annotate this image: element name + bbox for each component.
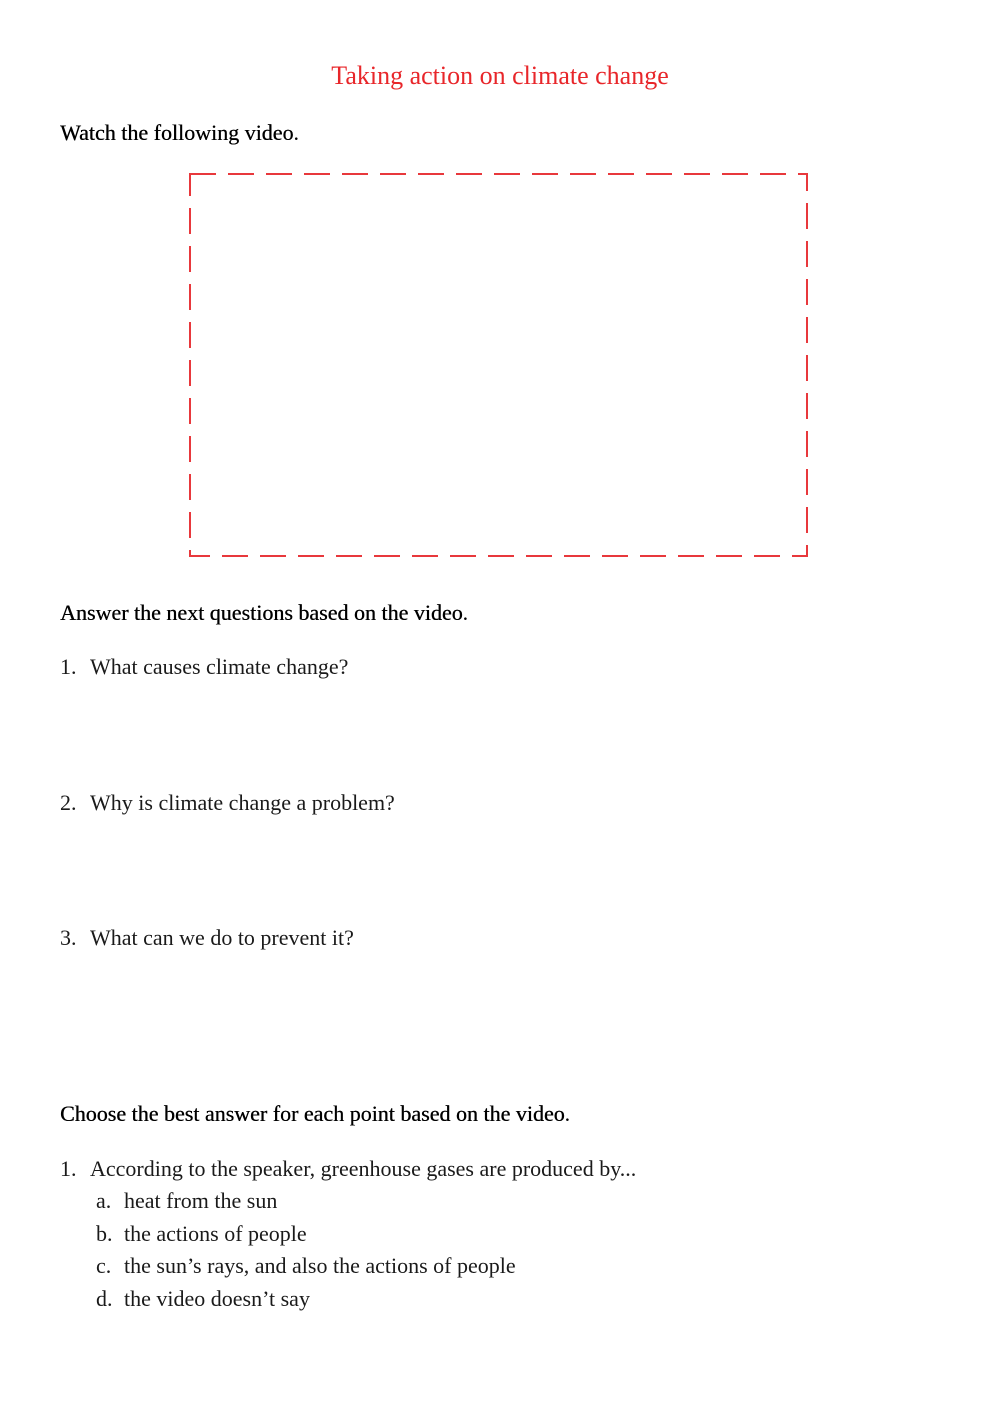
option-a[interactable] — [96, 1186, 516, 1219]
page-title: Taking action on climate change — [331, 61, 669, 90]
open-question-1 — [60, 652, 348, 682]
question-number: 1. — [60, 1156, 77, 1181]
multiple-choice-question-1 — [60, 1154, 636, 1184]
open-question-2 — [60, 788, 395, 818]
option-d[interactable] — [96, 1284, 516, 1317]
question-text: What causes climate change? — [90, 654, 349, 679]
option-b[interactable] — [96, 1219, 516, 1252]
option-text: the video doesn’t say — [124, 1286, 310, 1312]
question-text: What can we do to prevent it? — [90, 925, 354, 950]
option-letter: d. — [96, 1286, 113, 1312]
video-instruction — [60, 118, 299, 148]
option-c[interactable] — [96, 1251, 516, 1284]
open-question-3 — [60, 923, 354, 953]
video-placeholder-border — [189, 173, 808, 557]
option-letter: c. — [96, 1253, 112, 1279]
answer-options — [96, 1186, 516, 1317]
open-questions-instruction-text: Answer the next questions based on the video — [60, 600, 463, 625]
option-letter: b. — [96, 1220, 113, 1246]
option-text: heat from the sun — [124, 1188, 278, 1213]
question-text: According to the speaker, greenhouse gases are produced by... — [90, 1156, 637, 1181]
open-questions-instruction-period: . — [462, 600, 469, 625]
video-instruction-text: Watch the following video — [60, 120, 294, 145]
multiple-choice-instruction-period: . — [564, 1101, 571, 1126]
option-letter: a. — [96, 1188, 112, 1213]
option-text: the sun’s rays, and also the actions of people — [124, 1253, 516, 1279]
option-text: the actions of people — [124, 1220, 307, 1246]
open-questions-instruction — [60, 598, 468, 628]
multiple-choice-instruction-text: Choose the best answer for each point based on the video — [60, 1101, 565, 1126]
video-instruction-period: . — [293, 120, 299, 145]
video-placeholder[interactable] — [189, 173, 808, 557]
multiple-choice-instruction — [60, 1099, 570, 1129]
question-number: 2. — [60, 790, 77, 815]
question-text: Why is climate change a problem? — [90, 790, 395, 815]
question-number: 1. — [60, 654, 77, 679]
question-number: 3. — [60, 925, 77, 950]
